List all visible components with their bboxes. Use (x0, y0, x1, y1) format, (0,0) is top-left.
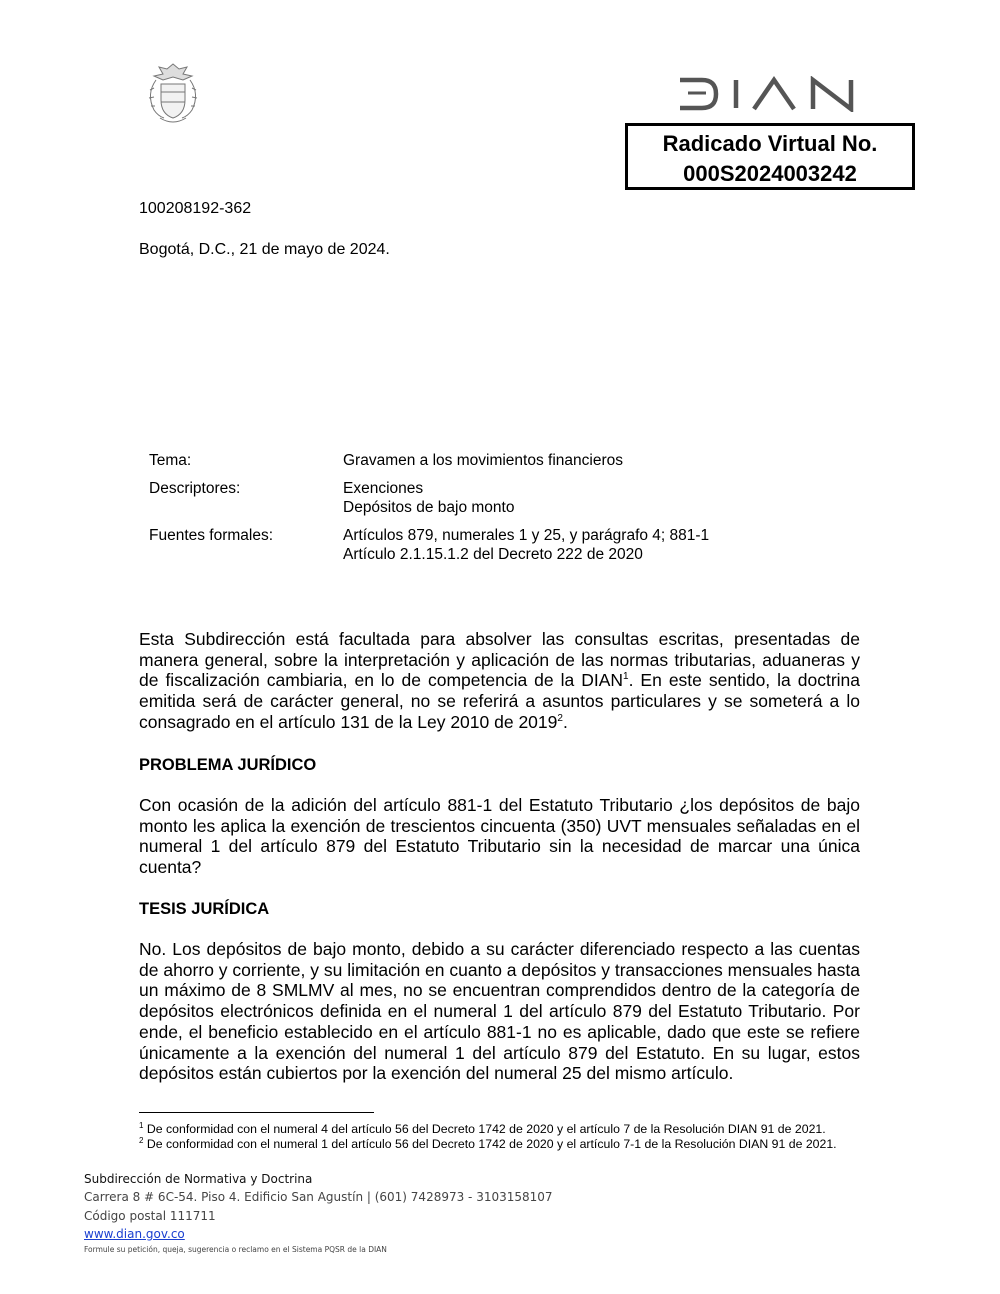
reference-number: 100208192-362 (139, 200, 252, 217)
intro-text-a: Esta Subdirección está facultada para absolver las consultas escritas, presentadas de manera general, sobre la interpretación y aplicación de las normas tributarias, aduaneras y de fiscalización cambiaria, en lo de competencia de la DIAN (139, 629, 860, 691)
footnote-text: De conformidad con el numeral 1 del artículo 56 del Decreto 1742 de 2020 y el artículo 7-1 de la Resolución DIAN 91 de 2021. (146, 1137, 837, 1151)
footnote-2 (139, 1137, 860, 1152)
footer-pqsr-note: Formule su petición, queja, sugerencia o reclamo en el Sistema PQSR de la DIAN (84, 1245, 387, 1254)
footnote-number: 1 (139, 1120, 144, 1130)
intro-text-b: . En este sentido, la doctrina emitida será de carácter general, no se referirá a asuntos particulares y se someterá a lo consagrado en el artículo 131 de la Ley 2010 de 2019 (139, 670, 861, 732)
tesis-paragraph: No. Los depósitos de bajo monto, debido a su carácter diferenciado respecto a las cuentas de ahorro y corriente, y su limitación en cuanto a depósitos y transacciones mensuales hasta un máximo de 8 SMLMV al mes, no se encuentran comprendidos dentro de la categoría de depósitos electrónicos definida en el numeral 1 del artículo 879 del Estatuto Tributario. Por ende, el beneficio establecido en el artículo 881-1 no es aplicable, dado que este se refiere únicamente a la exención del numeral 1 del artículo 879 del Estatuto. En su lugar, estos depósitos están cubiertos por la exención del numeral 25 del mismo artículo. (139, 939, 860, 1084)
fuentes-item: Artículos 879, numerales 1 y 25, y parágrafo 4; 881-1 (343, 527, 710, 544)
footnote-ref-1: 1 (623, 671, 629, 683)
footnote-number: 2 (139, 1135, 144, 1145)
footnote-divider (139, 1112, 374, 1113)
problema-paragraph: Con ocasión de la adición del artículo 881-1 del Estatuto Tributario ¿los depósitos de bajo monto les aplica la exención de trescientos cincuenta (350) UVT mensuales señaladas en el numeral 1 del artículo 879 del Estatuto Tributario sin la necesidad de marcar una única cuenta? (139, 795, 860, 878)
tema-value: Gravamen a los movimientos financieros (343, 452, 623, 469)
radicado-number: 000S2024003242 (683, 161, 857, 186)
descriptor-item: Exenciones (343, 480, 424, 497)
tesis-heading: TESIS JURÍDICA (139, 900, 270, 918)
radicado-box (625, 123, 915, 190)
intro-text-c: . (562, 711, 568, 732)
intro-paragraph (139, 629, 860, 733)
tema-label: Tema: (149, 452, 192, 469)
footer-office: Subdirección de Normativa y Doctrina (84, 1172, 313, 1186)
footer-website-link[interactable]: www.dian.gov.co (84, 1227, 185, 1241)
fuentes-label: Fuentes formales: (149, 527, 274, 544)
descriptor-item: Depósitos de bajo monto (343, 499, 515, 516)
dian-logo (676, 76, 860, 112)
footnote-text: De conformidad con el numeral 4 del artículo 56 del Decreto 1742 de 2020 y el artículo 7 de la Resolución DIAN 91 de 2021. (146, 1122, 826, 1136)
problema-heading: PROBLEMA JURÍDICO (139, 756, 317, 774)
footnote-ref-2: 2 (557, 712, 563, 724)
descriptores-label: Descriptores: (149, 480, 241, 497)
radicado-label: Radicado Virtual No. (662, 131, 878, 156)
date-line: Bogotá, D.C., 21 de mayo de 2024. (139, 241, 390, 258)
footer-address: Carrera 8 # 6C-54. Piso 4. Edificio San Agustín | (601) 7428973 - 3103158107 (84, 1190, 553, 1204)
coat-of-arms-icon (142, 60, 204, 126)
footnote-1 (139, 1122, 860, 1137)
footer-postal-code: Código postal 111711 (84, 1209, 216, 1223)
fuentes-item: Artículo 2.1.15.1.2 del Decreto 222 de 2020 (343, 546, 643, 563)
